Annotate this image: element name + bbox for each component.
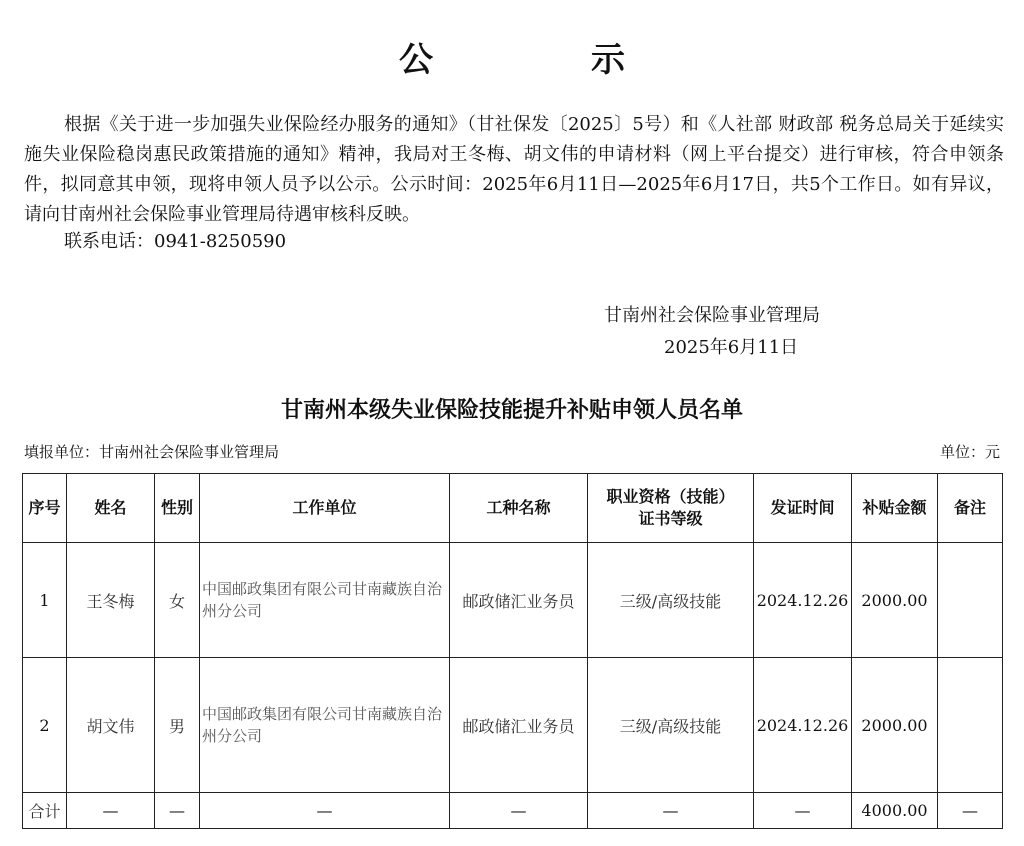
signature-block (604, 300, 820, 364)
header-remark: 备注 (938, 474, 1003, 543)
total-amount: 4000.00 (852, 793, 938, 829)
cell-job: 邮政储汇业务员 (450, 543, 588, 658)
header-level-line2: 证书等级 (638, 509, 703, 528)
cell-date: 2024.12.26 (754, 543, 852, 658)
cell-name: 王冬梅 (67, 543, 155, 658)
header-date: 发证时间 (754, 474, 852, 543)
cell-remark (938, 658, 1003, 793)
cell-name: 胡文伟 (67, 658, 155, 793)
table-row (23, 658, 1003, 793)
total-label: 合计 (23, 793, 67, 829)
cell-level: 三级/高级技能 (588, 658, 754, 793)
total-dash: — (938, 793, 1003, 829)
header-amount: 补贴金额 (852, 474, 938, 543)
total-dash: — (67, 793, 155, 829)
total-dash: — (200, 793, 450, 829)
header-employer: 工作单位 (200, 474, 450, 543)
total-dash: — (155, 793, 200, 829)
signature-org: 甘南州社会保险事业管理局 (604, 305, 820, 326)
notice-paragraph: 根据《关于进一步加强失业保险经办服务的通知》（甘社保发〔2025〕5号）和《人社部 财政部 税务总局关于延续实施失业保险稳岗惠民政策措施的通知》精神，我局对王冬梅、胡文伟的申请材料（网上平台提交）进行审核，符合申领条件，拟同意其申领，现将申领人员予以公示。公示时间：2025年6月11日—2025年6月17日，共5个工作日。如有异议，请向甘南州社会保险事业管理局待遇审核科反映。 (24, 114, 1004, 225)
applicant-table (22, 473, 1003, 829)
list-title: 甘南州本级失业保险技能提升补贴申领人员名单 (280, 398, 743, 423)
cell-date: 2024.12.26 (754, 658, 852, 793)
header-name: 姓名 (67, 474, 155, 543)
total-dash: — (450, 793, 588, 829)
cell-amount: 2000.00 (852, 543, 938, 658)
cell-employer: 中国邮政集团有限公司甘南藏族自治州分公司 (200, 543, 450, 658)
cell-level: 三级/高级技能 (588, 543, 754, 658)
cell-gender: 男 (155, 658, 200, 793)
cell-gender: 女 (155, 543, 200, 658)
header-level-line1: 职业资格（技能） (606, 487, 735, 506)
signature-date: 2025年6月11日 (664, 337, 799, 358)
currency-unit: 单位：元 (939, 443, 1000, 461)
cell-no: 2 (23, 658, 67, 793)
contact-phone: 联系电话：0941-8250590 (64, 231, 287, 252)
total-dash: — (754, 793, 852, 829)
header-job: 工种名称 (450, 474, 588, 543)
cell-remark (938, 543, 1003, 658)
header-no: 序号 (23, 474, 67, 543)
cell-no: 1 (23, 543, 67, 658)
table-header-row (23, 474, 1003, 543)
cell-employer: 中国邮政集团有限公司甘南藏族自治州分公司 (200, 658, 450, 793)
fill-unit: 填报单位：甘南州社会保险事业管理局 (24, 443, 280, 461)
table-total-row (23, 793, 1003, 829)
header-level (588, 474, 754, 543)
notice-title: 公 示 (399, 40, 687, 80)
table-row (23, 543, 1003, 658)
header-gender: 性别 (155, 474, 200, 543)
total-dash: — (588, 793, 754, 829)
cell-amount: 2000.00 (852, 658, 938, 793)
cell-job: 邮政储汇业务员 (450, 658, 588, 793)
